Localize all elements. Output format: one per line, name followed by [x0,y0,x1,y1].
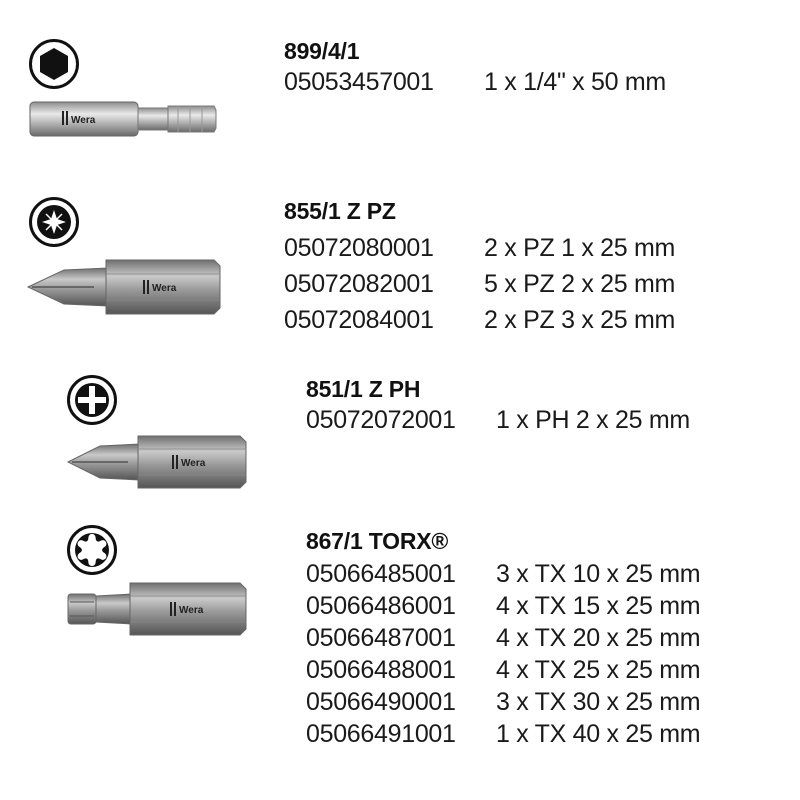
wera-logo [172,455,206,469]
phillips-bit-image [64,432,250,492]
bit-description: 2 x PZ 1 x 25 mm [484,234,676,262]
bit-description: 3 x TX 30 x 25 mm [496,688,701,716]
product-title: 851/1 Z PH [306,376,421,402]
pozidriv-drive-icon [28,196,80,248]
article-number: 05072082001 [284,270,434,298]
product-title: 867/1 TORX® [306,528,449,554]
bit-brand-label: Wera [179,605,204,616]
bit-brand-label: Wera [152,283,177,294]
bit-description: 3 x TX 10 x 25 mm [496,560,701,588]
bit-description: 4 x TX 20 x 25 mm [496,624,701,652]
article-number: 05072084001 [284,306,434,334]
article-number: 05066485001 [306,560,456,588]
bit-brand-label: Wera [181,458,206,469]
phillips-drive-icon [66,374,118,426]
bit-description: 2 x PZ 3 x 25 mm [484,306,676,334]
article-number: 05072072001 [306,406,456,434]
article-number: 05066487001 [306,624,456,652]
product-section-855 [0,160,800,340]
bit-description: 1 x 1/4" x 50 mm [484,68,666,96]
bit-description: 1 x PH 2 x 25 mm [496,406,690,434]
torx-bit-image [64,580,250,638]
bit-description: 5 x PZ 2 x 25 mm [484,270,676,298]
bit-description: 1 x TX 40 x 25 mm [496,720,701,748]
product-title: 855/1 Z PZ [284,198,396,224]
product-section-867 [0,510,800,800]
bit-brand-label: Wera [71,115,96,126]
bit-holder-image [28,98,218,140]
bit-description: 4 x TX 15 x 25 mm [496,592,701,620]
article-number: 05066490001 [306,688,456,716]
article-number: 05066488001 [306,656,456,684]
product-section-851 [0,360,800,510]
wera-logo [143,280,177,294]
article-number: 05066486001 [306,592,456,620]
torx-drive-icon [66,524,118,576]
hex-drive-icon [28,38,80,90]
article-number: 05053457001 [284,68,434,96]
bit-description: 4 x TX 25 x 25 mm [496,656,701,684]
product-title: 899/4/1 [284,38,360,64]
product-section-899 [0,0,800,160]
article-number: 05066491001 [306,720,456,748]
pozidriv-bit-image [24,256,224,318]
article-number: 05072080001 [284,234,434,262]
wera-logo [170,602,204,616]
